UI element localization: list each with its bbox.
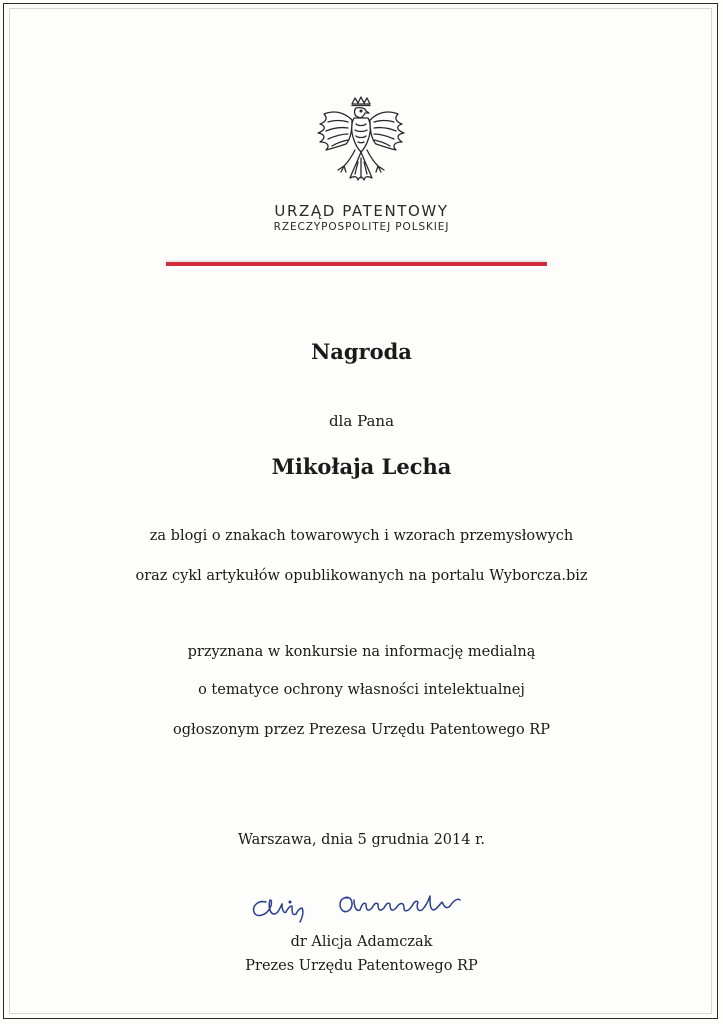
- issue-date: Warszawa, dnia 5 grudnia 2014 r.: [237, 832, 486, 848]
- reason-line-1: za blogi o znakach towarowych i wzorach przemysłowych: [149, 528, 574, 544]
- white-eagle-emblem-icon: [308, 96, 414, 196]
- handwritten-signature: [244, 888, 476, 928]
- signer-name: dr Alicja Adamczak: [290, 934, 433, 950]
- recipient-intro: dla Pana: [328, 412, 395, 430]
- flag-red-stripe: [166, 262, 547, 266]
- context-line-1: przyznana w konkursie na informację medialną: [187, 644, 536, 660]
- context-line-3: ogłoszonym przez Prezesa Urzędu Patentowego RP: [173, 722, 550, 738]
- award-title: Nagroda: [311, 339, 412, 364]
- signer-role: Prezes Urzędu Patentowego RP: [245, 958, 478, 974]
- reason-line-2: oraz cykl artykułów opublikowanych na portalu Wyborcza.biz: [135, 568, 588, 584]
- recipient-name: Mikołaja Lecha: [271, 454, 452, 479]
- flag-divider: [166, 260, 547, 266]
- office-name: URZĄD PATENTOWY: [274, 202, 449, 220]
- context-line-2: o tematyce ochrony własności intelektualnej: [198, 682, 525, 698]
- office-subtitle: RZECZYPOSPOLITEJ POLSKIEJ: [273, 221, 450, 233]
